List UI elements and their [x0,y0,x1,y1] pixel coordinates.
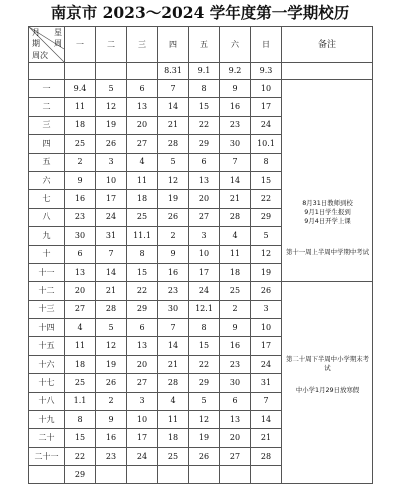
day-cell: 9.4 [65,80,96,98]
day-cell: 9 [96,411,127,429]
day-cell [220,466,251,484]
week-label-cell: 二十一 [29,447,65,465]
day-cell: 25 [65,374,96,392]
day-cell: 28 [96,300,127,318]
day-cell: 13 [65,263,96,281]
day-cell: 5 [96,319,127,337]
day-cell: 20 [127,355,158,373]
day-cell: 22 [251,190,282,208]
day-cell: 16 [96,429,127,447]
day-cell: 21 [251,429,282,447]
day-cell [189,466,220,484]
day-cell: 10 [251,80,282,98]
day-cell: 9 [158,245,189,263]
day-cell: 7 [96,245,127,263]
day-cell: 30 [65,227,96,245]
day-cell: 13 [127,98,158,116]
day-cell: 17 [96,190,127,208]
day-cell: 23 [220,355,251,373]
day-cell: 29 [127,300,158,318]
day-cell: 1.1 [65,392,96,410]
week-label-cell: 二十 [29,429,65,447]
day-cell: 17 [251,337,282,355]
day-cell: 11 [65,337,96,355]
day-cell: 9.3 [251,63,282,80]
week-label-cell: 七 [29,190,65,208]
day-cell: 23 [96,447,127,465]
day-cell: 17 [251,98,282,116]
day-cell: 23 [220,116,251,134]
day-cell: 30 [220,374,251,392]
day-cell: 22 [127,282,158,300]
day-cell: 11.1 [127,227,158,245]
day-cell: 8 [127,245,158,263]
day-cell: 12 [96,337,127,355]
day-cell: 18 [65,355,96,373]
day-cell: 26 [189,447,220,465]
day-cell: 3 [189,227,220,245]
day-cell: 28 [158,374,189,392]
day-cell: 20 [220,429,251,447]
week-label-cell [29,63,65,80]
week-label-cell: 十二 [29,282,65,300]
day-cell: 25 [158,447,189,465]
weekday-header-mon: 一 [65,27,96,63]
week-label-cell: 十一 [29,263,65,281]
week-label-cell: 十 [29,245,65,263]
day-cell: 10 [96,171,127,189]
day-cell: 16 [220,337,251,355]
day-cell: 15 [127,263,158,281]
day-cell: 9 [65,171,96,189]
day-cell: 14 [158,98,189,116]
header-row [29,27,373,63]
remark-note-winter-break: 中小学1月29日放寒假 [295,386,360,395]
day-cell: 23 [158,282,189,300]
week-label-cell: 十六 [29,355,65,373]
day-cell: 11 [127,171,158,189]
day-cell: 26 [158,208,189,226]
day-cell: 31 [96,227,127,245]
day-cell: 6 [220,392,251,410]
day-cell: 31 [251,374,282,392]
day-cell: 22 [65,447,96,465]
week-label-cell: 二 [29,98,65,116]
day-cell: 12 [251,245,282,263]
day-cell: 2 [220,300,251,318]
day-cell: 3 [96,153,127,171]
day-cell: 16 [158,263,189,281]
week-label-cell: 九 [29,227,65,245]
day-cell: 29 [189,374,220,392]
day-cell: 8.31 [158,63,189,80]
day-cell: 7 [251,392,282,410]
day-cell: 9 [220,319,251,337]
remarks-upper-block [282,80,373,282]
page-title: 南京市 2023～2024 学年度第一学期校历 [50,3,350,22]
day-cell: 4 [158,392,189,410]
week-label-cell: 八 [29,208,65,226]
day-cell: 19 [189,429,220,447]
day-cell: 6 [127,80,158,98]
week-label-cell: 十八 [29,392,65,410]
day-cell: 23 [65,208,96,226]
weekday-header-sat: 六 [220,27,251,63]
day-cell: 20 [189,190,220,208]
day-cell: 11 [65,98,96,116]
day-cell [96,466,127,484]
day-cell [96,63,127,80]
weekday-header-wed: 三 [127,27,158,63]
day-cell: 19 [96,116,127,134]
day-cell: 7 [158,319,189,337]
week-row [29,282,373,300]
weekday-header-thu: 四 [158,27,189,63]
corner-label-qi: 期 [32,39,40,48]
day-cell: 27 [65,300,96,318]
day-cell: 29 [65,466,96,484]
day-cell: 12 [96,98,127,116]
day-cell: 8 [189,319,220,337]
day-cell: 17 [189,263,220,281]
weekday-header-sun: 日 [251,27,282,63]
week-label-cell: 一 [29,80,65,98]
week-label-cell: 十五 [29,337,65,355]
day-cell: 13 [220,411,251,429]
day-cell: 14 [251,411,282,429]
week-label-cell: 十三 [29,300,65,318]
day-cell: 5 [158,153,189,171]
remark-note-midterm: 第十一周上半周中学期中考试 [285,248,370,256]
day-cell: 25 [220,282,251,300]
day-cell: 4 [220,227,251,245]
day-cell: 10 [189,245,220,263]
day-cell: 21 [158,355,189,373]
day-cell: 4 [65,319,96,337]
day-cell: 2 [158,227,189,245]
week-label-cell: 六 [29,171,65,189]
day-cell: 19 [158,190,189,208]
day-cell: 26 [96,374,127,392]
week-label-cell: 十七 [29,374,65,392]
day-cell [65,63,96,80]
day-cell: 18 [158,429,189,447]
weekday-header-tue: 二 [96,27,127,63]
day-cell: 13 [189,171,220,189]
day-cell: 24 [251,116,282,134]
day-cell: 24 [127,447,158,465]
corner-header-cell [29,27,65,63]
day-cell: 24 [96,208,127,226]
day-cell: 16 [65,190,96,208]
day-cell: 5 [96,80,127,98]
day-cell: 14 [158,337,189,355]
day-cell: 30 [158,300,189,318]
day-cell: 3 [251,300,282,318]
day-cell: 14 [220,171,251,189]
week-label-cell: 三 [29,116,65,134]
day-cell: 10 [251,319,282,337]
day-cell: 22 [189,116,220,134]
remark-note-final-exam: 第二十周下半周中小学期末考试 [285,355,370,373]
day-cell: 6 [189,153,220,171]
day-cell: 5 [189,392,220,410]
remark-note-opening: 8月31日教师到校 9月1日学生报到 9月4日开学上课 [302,199,353,225]
day-cell: 20 [127,116,158,134]
day-cell: 8 [251,153,282,171]
remarks-header: 备注 [282,27,373,63]
day-cell: 20 [65,282,96,300]
day-cell [251,466,282,484]
day-cell: 21 [158,116,189,134]
pre-week-row [29,63,373,80]
day-cell: 6 [65,245,96,263]
day-cell: 9.1 [189,63,220,80]
day-cell: 25 [127,208,158,226]
day-cell: 15 [189,337,220,355]
day-cell: 26 [96,135,127,153]
day-cell: 27 [220,447,251,465]
day-cell: 24 [251,355,282,373]
day-cell: 6 [127,319,158,337]
day-cell: 27 [127,135,158,153]
weekday-header-fri: 五 [189,27,220,63]
day-cell: 15 [251,171,282,189]
day-cell: 5 [251,227,282,245]
day-cell [127,466,158,484]
day-cell: 15 [189,98,220,116]
day-cell: 21 [96,282,127,300]
day-cell: 29 [251,208,282,226]
corner-label-week-number: 周次 [32,51,48,60]
day-cell [158,466,189,484]
day-cell: 9.2 [220,63,251,80]
day-cell: 29 [189,135,220,153]
day-cell: 18 [220,263,251,281]
day-cell: 3 [127,392,158,410]
day-cell: 15 [65,429,96,447]
day-cell: 14 [96,263,127,281]
day-cell: 27 [127,374,158,392]
day-cell [127,63,158,80]
day-cell: 11 [220,245,251,263]
week-label-cell: 四 [29,135,65,153]
week-label-cell: 十九 [29,411,65,429]
day-cell: 4 [127,153,158,171]
day-cell: 19 [96,355,127,373]
day-cell: 11 [158,411,189,429]
day-cell: 12.1 [189,300,220,318]
day-cell: 12 [189,411,220,429]
day-cell: 28 [251,447,282,465]
week-row [29,80,373,98]
week-label-cell [29,466,65,484]
day-cell: 9 [220,80,251,98]
day-cell: 19 [251,263,282,281]
day-cell: 27 [189,208,220,226]
day-cell: 7 [220,153,251,171]
remarks-cell [282,63,373,80]
day-cell: 28 [220,208,251,226]
day-cell: 8 [189,80,220,98]
day-cell: 26 [251,282,282,300]
day-cell: 8 [65,411,96,429]
day-cell: 24 [189,282,220,300]
day-cell: 2 [65,153,96,171]
school-calendar-table [28,26,373,484]
corner-label-xing: 星 [54,28,62,37]
day-cell: 7 [158,80,189,98]
day-cell: 21 [220,190,251,208]
day-cell: 28 [158,135,189,153]
day-cell: 18 [65,116,96,134]
day-cell: 25 [65,135,96,153]
day-cell: 30 [220,135,251,153]
corner-label-zhou: 周 [54,39,62,48]
day-cell: 2 [96,392,127,410]
day-cell: 22 [189,355,220,373]
day-cell: 18 [127,190,158,208]
remarks-lower-block [282,282,373,484]
day-cell: 16 [220,98,251,116]
day-cell: 10.1 [251,135,282,153]
corner-label-month: 月 [32,28,40,37]
day-cell: 17 [127,429,158,447]
week-label-cell: 十四 [29,319,65,337]
day-cell: 12 [158,171,189,189]
week-label-cell: 五 [29,153,65,171]
day-cell: 10 [127,411,158,429]
day-cell: 13 [127,337,158,355]
